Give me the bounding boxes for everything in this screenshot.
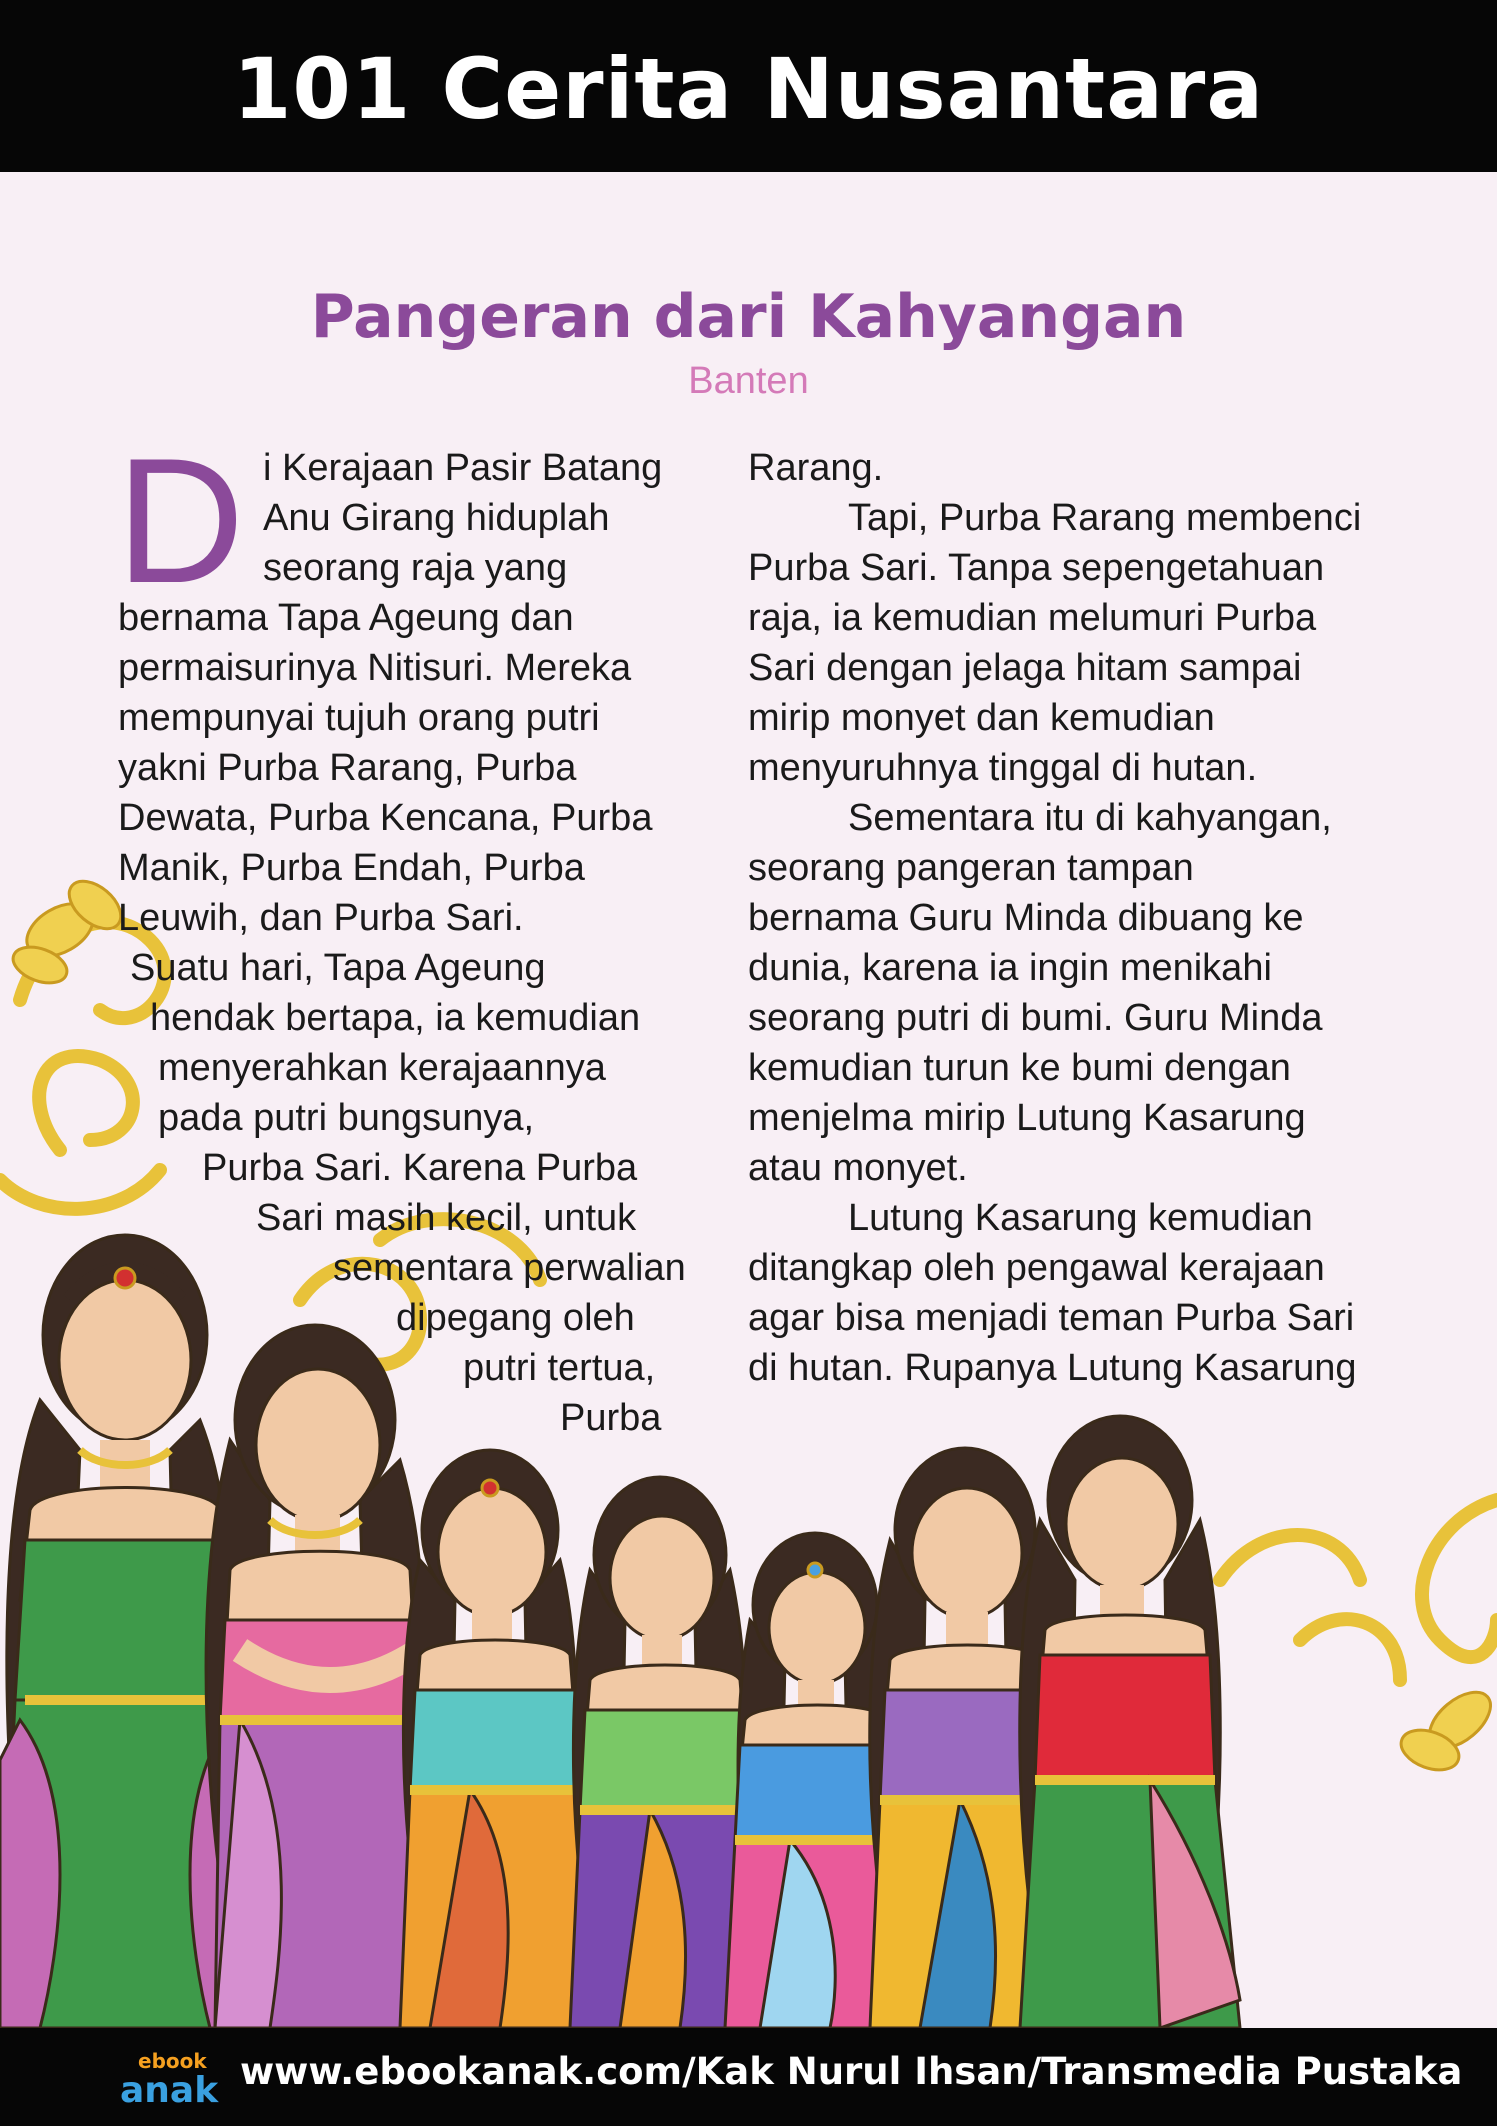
- text-line: yakni Purba Rarang, Purba: [118, 747, 577, 789]
- drop-cap-letter: D: [116, 421, 245, 620]
- text-line: Sari dengan jelaga hitam sampai: [748, 647, 1302, 689]
- text-line: Purba: [560, 1397, 662, 1439]
- text-line: menyuruhnya tinggal di hutan.: [748, 747, 1258, 789]
- text-line: bernama Guru Minda dibuang ke: [748, 897, 1304, 939]
- golden-ornament-right: [1220, 1500, 1497, 1680]
- text-line: menyerahkan kerajaannya: [158, 1047, 606, 1089]
- text-line: dipegang oleh: [396, 1297, 635, 1339]
- logo-text-top: ebook: [138, 2049, 207, 2073]
- text-line: Manik, Purba Endah, Purba: [118, 847, 585, 889]
- text-line: sementara perwalian: [333, 1247, 686, 1289]
- text-line: hendak bertapa, ia kemudian: [150, 997, 641, 1039]
- golden-flower-right: [1396, 1682, 1497, 1778]
- text-line: Lutung Kasarung kemudian: [848, 1197, 1313, 1239]
- princess-7: [1020, 1416, 1240, 2028]
- princess-3: [400, 1450, 595, 2028]
- text-line: Leuwih, dan Purba Sari.: [118, 897, 524, 939]
- text-line: Anu Girang hiduplah: [263, 497, 610, 539]
- text-line: seorang raja yang: [263, 547, 568, 589]
- text-line: raja, ia kemudian melumuri Purba: [748, 597, 1317, 639]
- golden-flower-left: [8, 872, 129, 990]
- text-line: dunia, karena ia ingin menikahi: [748, 947, 1272, 989]
- text-line: kemudian turun ke bumi dengan: [748, 1047, 1291, 1089]
- logo-text-bottom: anak: [120, 2070, 219, 2108]
- text-line: Dewata, Purba Kencana, Purba: [118, 797, 653, 839]
- text-line: Tapi, Purba Rarang membenci: [848, 497, 1362, 539]
- text-line: Purba Sari. Karena Purba: [202, 1147, 638, 1189]
- footer-credit-link[interactable]: www.ebookanak.com/Kak Nurul Ihsan/Transmedia Pustaka: [240, 2050, 1463, 2093]
- text-line: di hutan. Rupanya Lutung Kasarung: [748, 1347, 1357, 1389]
- text-line: mirip monyet dan kemudian: [748, 697, 1215, 739]
- text-line: Rarang.: [748, 447, 884, 489]
- text-line: agar bisa menjadi teman Purba Sari: [748, 1297, 1355, 1339]
- text-line: Sementara itu di kahyangan,: [848, 797, 1332, 839]
- text-line: seorang pangeran tampan: [748, 847, 1194, 889]
- text-line: Sari masih kecil, untuk: [256, 1197, 637, 1239]
- text-line: i Kerajaan Pasir Batang: [263, 447, 663, 489]
- text-line: putri tertua,: [463, 1347, 656, 1389]
- text-line: ditangkap oleh pengawal kerajaan: [748, 1247, 1325, 1289]
- text-line: menjelma mirip Lutung Kasarung: [748, 1097, 1306, 1139]
- text-line: Suatu hari, Tapa Ageung: [130, 947, 546, 989]
- text-line: seorang putri di bumi. Guru Minda: [748, 997, 1323, 1039]
- text-line: mempunyai tujuh orang putri: [118, 697, 600, 739]
- text-line: permaisurinya Nitisuri. Mereka: [118, 647, 632, 689]
- text-line: pada putri bungsunya,: [158, 1097, 535, 1139]
- story-region: Banten: [688, 360, 809, 402]
- text-line: Purba Sari. Tanpa sepengetahuan: [748, 547, 1325, 589]
- book-title: 101 Cerita Nusantara: [232, 40, 1265, 138]
- text-line: bernama Tapa Ageung dan: [118, 597, 574, 639]
- ebookanak-logo[interactable]: [118, 2046, 236, 2108]
- text-line: atau monyet.: [748, 1147, 968, 1189]
- story-title: Pangeran dari Kahyangan: [310, 282, 1187, 352]
